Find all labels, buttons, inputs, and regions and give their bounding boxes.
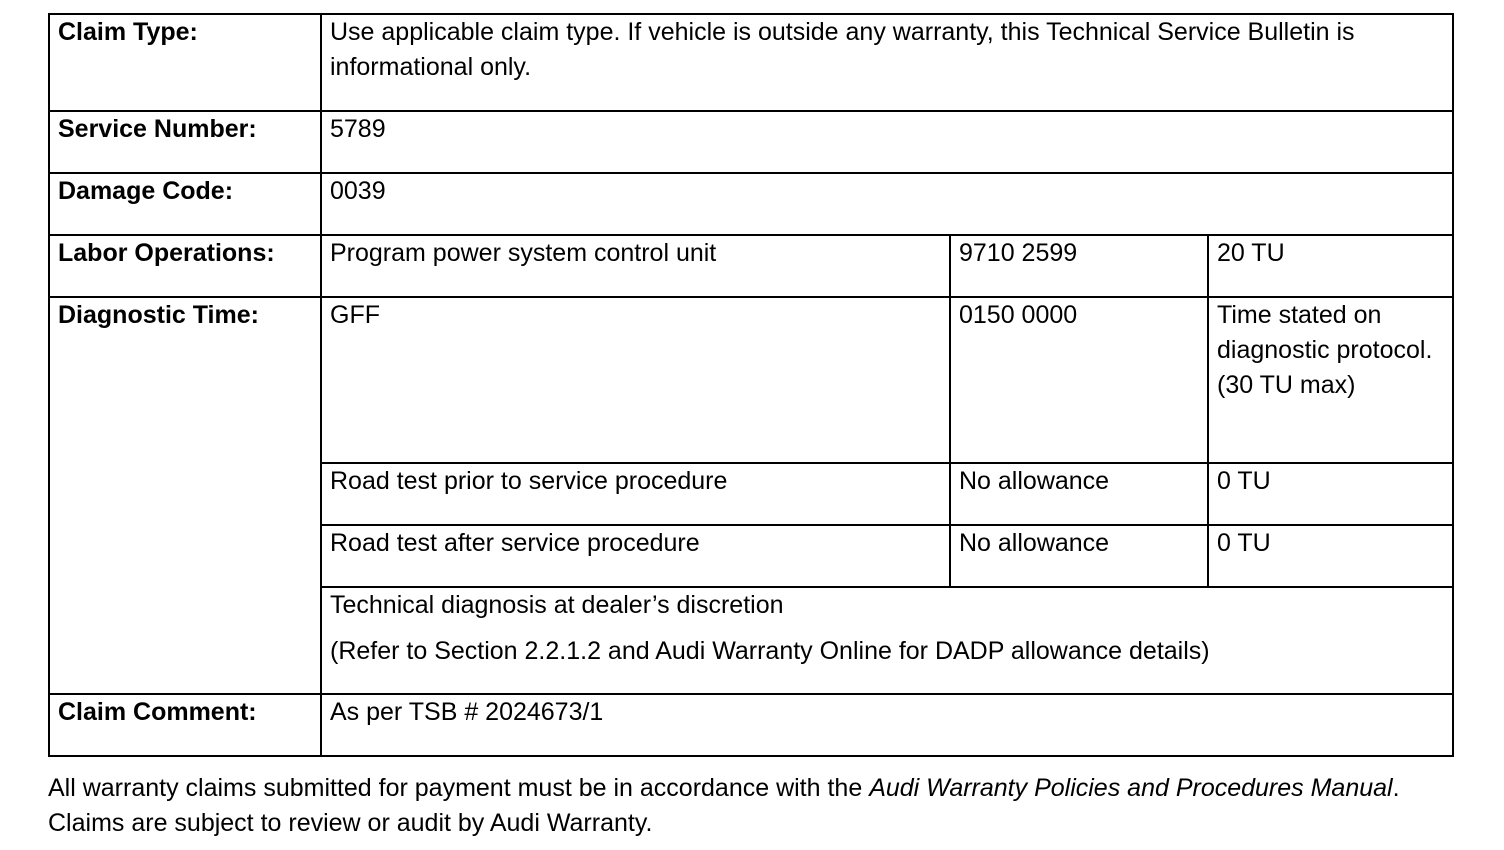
service-number-label: Service Number: bbox=[49, 111, 321, 173]
damage-code-value: 0039 bbox=[321, 173, 1453, 235]
labor-operation-description: Program power system control unit bbox=[321, 235, 950, 297]
damage-code-label: Damage Code: bbox=[49, 173, 321, 235]
technical-diagnosis-text: Technical diagnosis at dealer’s discretion bbox=[330, 591, 784, 619]
diagnostic-time-row bbox=[49, 297, 1453, 463]
road-test-after-description: Road test after service procedure bbox=[321, 525, 950, 587]
diagnostic-code: 0150 0000 bbox=[950, 297, 1208, 463]
road-test-after-time: 0 TU bbox=[1208, 525, 1453, 587]
technical-diagnosis-cell bbox=[321, 587, 1453, 694]
road-test-after-code: No allowance bbox=[950, 525, 1208, 587]
warranty-claim-table bbox=[48, 13, 1454, 757]
damage-code-row bbox=[49, 173, 1453, 235]
footer-text-start: All warranty claims submitted for payment must be in accordance with the bbox=[48, 774, 870, 802]
warranty-document bbox=[48, 13, 1452, 841]
road-test-prior-time: 0 TU bbox=[1208, 463, 1453, 525]
claim-type-row bbox=[49, 14, 1453, 111]
footer-text-end: . Claims are subject to review or audit by Audi Warranty. bbox=[48, 774, 1400, 837]
technical-diagnosis-reference: (Refer to Section 2.2.1.2 and Audi Warranty Online for DADP allowance details) bbox=[330, 637, 1210, 665]
diagnostic-time-label: Diagnostic Time: bbox=[49, 297, 321, 694]
labor-operation-code: 9710 2599 bbox=[950, 235, 1208, 297]
claim-comment-row bbox=[49, 694, 1453, 756]
service-number-row bbox=[49, 111, 1453, 173]
claim-comment-value: As per TSB # 2024673/1 bbox=[321, 694, 1453, 756]
labor-operations-label: Labor Operations: bbox=[49, 235, 321, 297]
labor-operations-row bbox=[49, 235, 1453, 297]
road-test-prior-code: No allowance bbox=[950, 463, 1208, 525]
road-test-prior-description: Road test prior to service procedure bbox=[321, 463, 950, 525]
labor-operation-time: 20 TU bbox=[1208, 235, 1453, 297]
service-number-value: 5789 bbox=[321, 111, 1453, 173]
diagnostic-description: GFF bbox=[321, 297, 950, 463]
claim-type-value: Use applicable claim type. If vehicle is outside any warranty, this Technical Service Bulletin is informational only. bbox=[321, 14, 1453, 111]
diagnostic-time-value: Time stated on diagnostic protocol. (30 TU max) bbox=[1208, 297, 1453, 463]
claim-comment-label: Claim Comment: bbox=[49, 694, 321, 756]
warranty-footer-note bbox=[48, 771, 1452, 841]
claim-type-label: Claim Type: bbox=[49, 14, 321, 111]
warranty-manual-title: Audi Warranty Policies and Procedures Manual bbox=[869, 774, 1393, 802]
